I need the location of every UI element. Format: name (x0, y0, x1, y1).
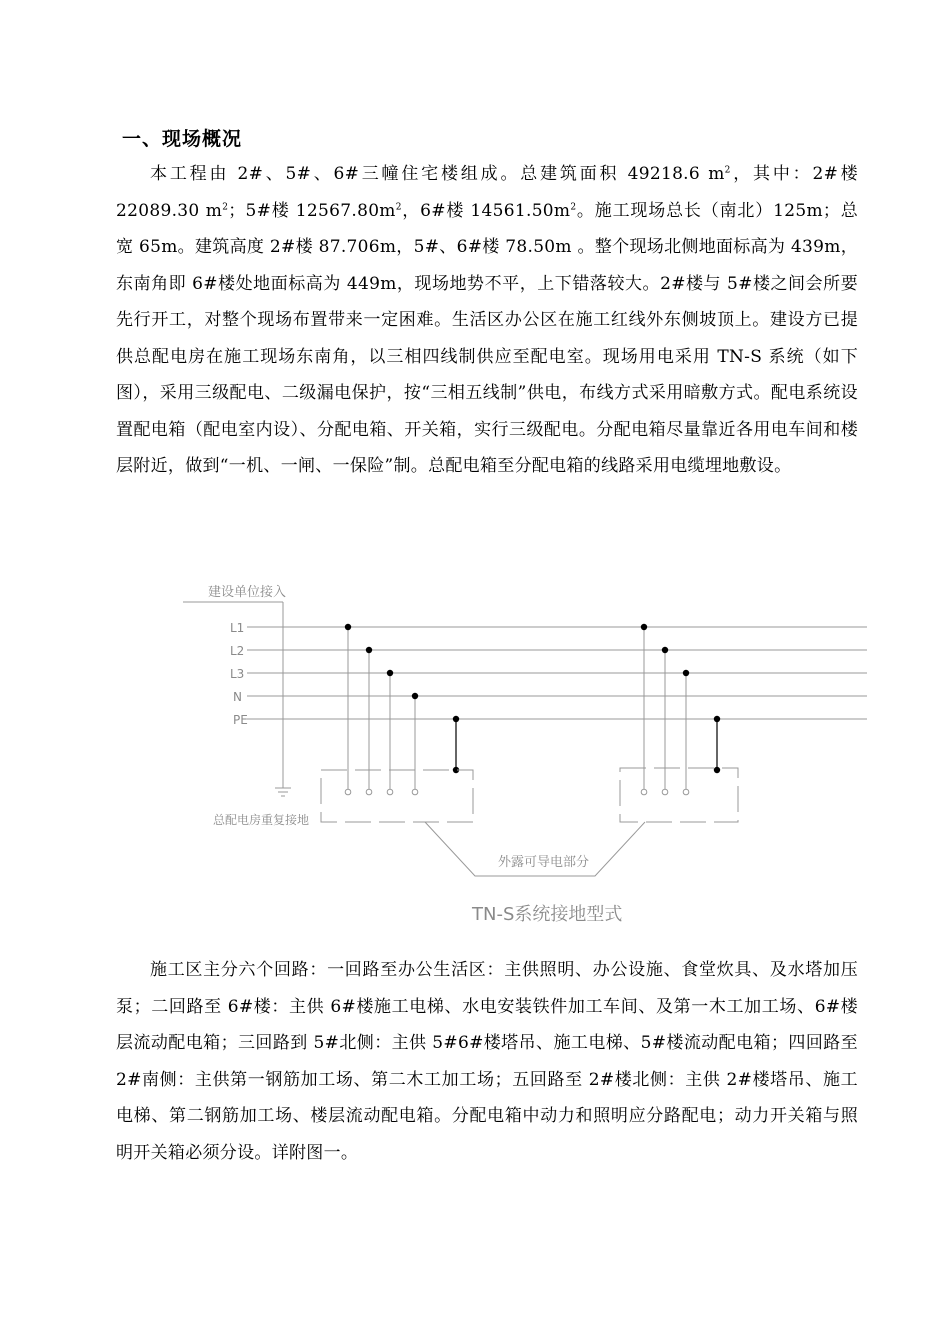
junction-dot (412, 693, 418, 699)
line-label-l2: L2 (230, 644, 245, 658)
junction-dot (387, 670, 393, 676)
paragraph-text: ，6#楼 14561.50m (401, 200, 571, 221)
site-overview-paragraph (116, 156, 858, 485)
paragraph-text: ，其中：2#楼 22089.30 m (116, 164, 858, 221)
section-heading: 一、现场概况 (122, 128, 243, 150)
supply-label: 建设单位接入 (208, 585, 287, 600)
paragraph-text: ；5#楼 12567.80m (228, 200, 396, 221)
line-label-n: N (233, 690, 242, 704)
junction-dot (714, 716, 720, 722)
superscript: 2 (724, 165, 731, 176)
diagram-title: TN-S系统接地型式 (472, 904, 623, 925)
junction-dot (453, 716, 459, 722)
junction-dot (366, 647, 372, 653)
line-label-l1: L1 (230, 621, 245, 635)
line-label-pe: PE (233, 713, 248, 727)
junction-dot (345, 624, 351, 630)
tn-s-grounding-diagram (175, 570, 875, 930)
line-label-l3: L3 (230, 667, 245, 681)
superscript: 2 (222, 201, 229, 212)
superscript: 2 (395, 201, 402, 212)
junction-dot (662, 647, 668, 653)
right-equipment (620, 624, 738, 822)
paragraph-text: 本工程由 2#、5#、6#三幢住宅楼组成。总建筑面积 49218.6 m (150, 164, 725, 184)
paragraph-text: 。施工现场总长（南北）125m；总宽 65m。建筑高度 2#楼 87.706m，5#、6#楼 78.50m 。整个现场北侧地面标高为 439m，东南角即 6#楼处地面标高为 449m，现场地势不平，上下错落较大。2#楼与 5#楼之间会所要先行开工，对整个现场布置带来一定困难。生活区办公区在施工红线外东侧坡顶上。建设方已提供总配电房在施工现场东南角，以三相四线制供应至配电室。现场用电采用 TN-S 系统（如下图），采用三级配电、二级漏电保护，按“三相五线制”供电，布线方式采用暗敷方式。配电系统设置配电箱（配电室内设）、分配电箱、开关箱，实行三级配电。分配电箱尽量靠近各用电车间和楼层附近，做到“一机、一闸、一保险”制。总配电箱至分配电箱的线路采用电缆埋地敷设。 (116, 200, 859, 476)
left-equipment (321, 624, 473, 822)
circuit-paragraph: 施工区主分六个回路：一回路至办公生活区：主供照明、办公设施、食堂炊具、及水塔加压泵；二回路至 6#楼：主供 6#楼施工电梯、水电安装铁件加工车间、及第一木工加工场、6#楼层流动配电箱；三回路到 5#北侧：主供 5#6#楼塔吊、施工电梯、5#楼流动配电箱；四回路至 2#南侧：主供第一钢筋加工场、第二木工加工场；五回路至 2#楼北侧：主供 2#楼塔吊、施工电梯、第二钢筋加工场、楼层流动配电箱。分配电箱中动力和照明应分路配电；动力开关箱与照明开关箱必须分设。详附图一。 (116, 960, 858, 1163)
ground-label: 总配电房重复接地 (213, 813, 310, 827)
equipment-enclosure (321, 770, 473, 822)
superscript: 2 (570, 201, 577, 212)
junction-dot (714, 767, 720, 773)
junction-dot (683, 670, 689, 676)
equipment-enclosure (620, 768, 738, 822)
exposed-label: 外露可导电部分 (498, 855, 590, 870)
junction-dot (641, 624, 647, 630)
